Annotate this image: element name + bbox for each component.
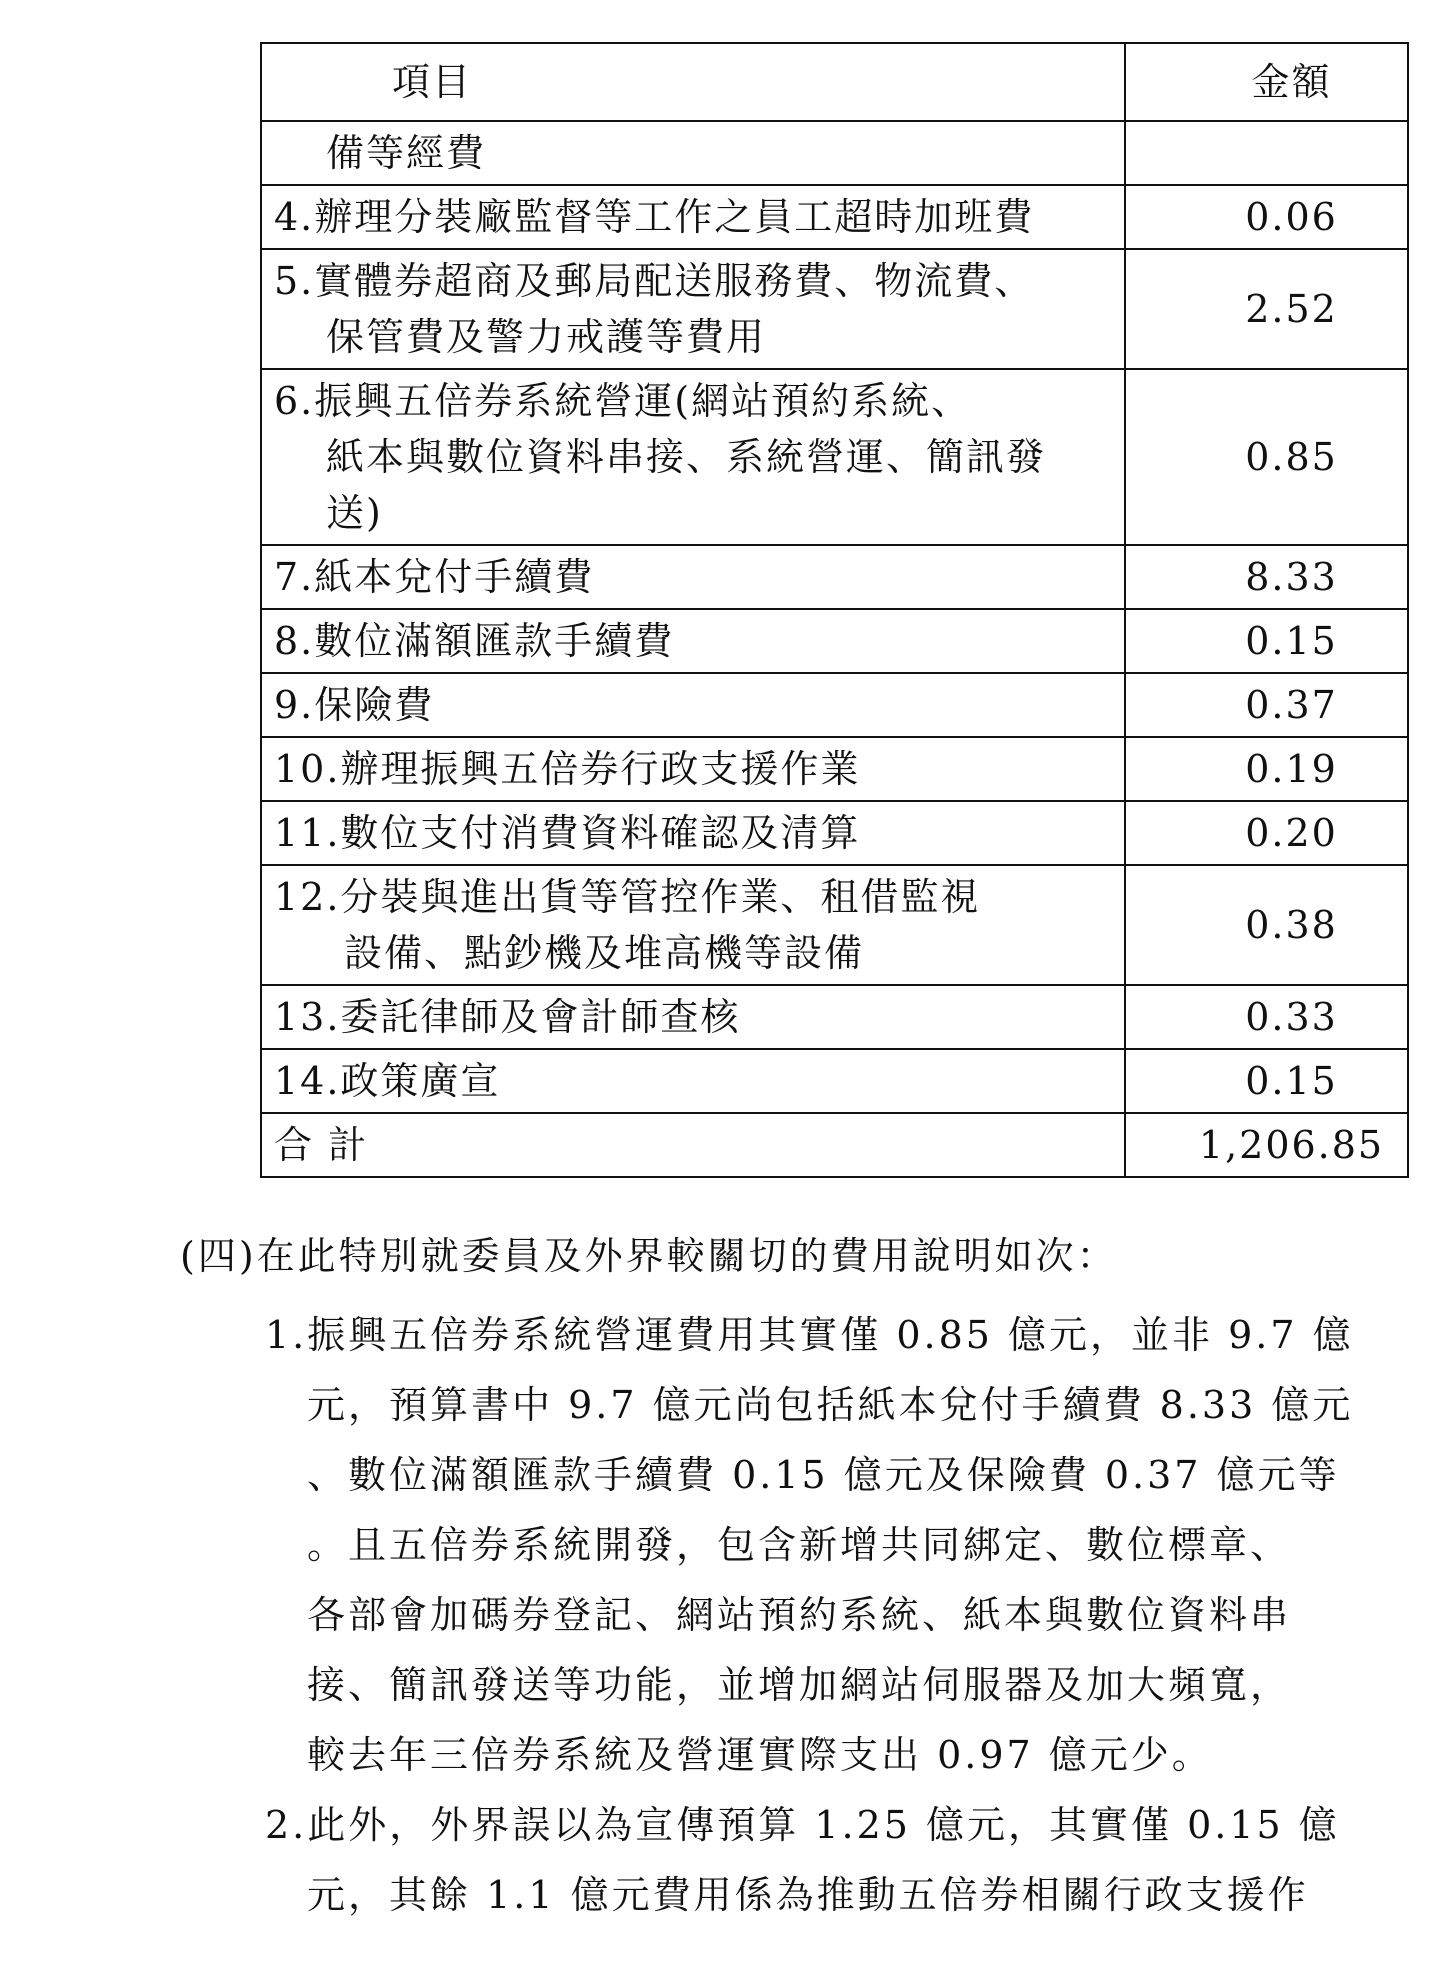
- amount-cell: 0.38: [1125, 865, 1408, 985]
- paragraph-line: 較去年三倍券系統及營運實際支出 0.97 億元少。: [307, 1733, 1213, 1777]
- table-row: [261, 865, 1408, 985]
- table-row: [261, 737, 1408, 801]
- item-cell: [261, 1049, 1125, 1113]
- item-cell: [261, 1113, 1125, 1177]
- table-row: [261, 185, 1408, 249]
- amount-cell: 2.52: [1125, 249, 1408, 369]
- amount-cell: 0.15: [1125, 1049, 1408, 1113]
- table-row: [261, 1049, 1408, 1113]
- item-text-line: 7.紙本兌付手續費: [274, 555, 595, 599]
- table-header-row: [261, 43, 1408, 121]
- paragraph-line: 、數位滿額匯款手續費 0.15 億元及保險費 0.37 億元等: [307, 1453, 1340, 1497]
- item-cell: [261, 801, 1125, 865]
- item-text-line: 設備、點鈔機及堆高機等設備: [344, 931, 865, 975]
- amount-cell: 0.37: [1125, 673, 1408, 737]
- item-cell: [261, 673, 1125, 737]
- paragraph-line: 元，其餘 1.1 億元費用係為推動五倍券相關行政支援作: [307, 1873, 1309, 1917]
- amount-cell: 0.19: [1125, 737, 1408, 801]
- item-text-line: 紙本與數位資料串接、系統營運、簡訊發: [326, 435, 1047, 479]
- table-row: [261, 609, 1408, 673]
- amount-cell: 0.06: [1125, 185, 1408, 249]
- item-text-line: 11.數位支付消費資料確認及清算: [274, 811, 861, 855]
- paragraph-line: 各部會加碼券登記、網站預約系統、紙本與數位資料串: [307, 1593, 1292, 1637]
- table-row: [261, 369, 1408, 545]
- header-amount: 金額: [1125, 43, 1408, 121]
- item-cell: [261, 737, 1125, 801]
- table-row: [261, 249, 1408, 369]
- item-cell: [261, 985, 1125, 1049]
- paragraph-line: 1.振興五倍券系統營運費用其實僅 0.85 億元，並非 9.7 億: [265, 1313, 1354, 1357]
- header-item: 項目: [261, 43, 1125, 121]
- item-text-line: 6.振興五倍券系統營運(網站預約系統、: [274, 379, 972, 423]
- item-cell: [261, 185, 1125, 249]
- item-text-line: 4.辦理分裝廠監督等工作之員工超時加班費: [274, 195, 1035, 239]
- item-text-line: 9.保險費: [274, 683, 435, 727]
- item-cell: [261, 609, 1125, 673]
- item-text-line: 5.實體券超商及郵局配送服務費、物流費、: [274, 259, 1035, 303]
- budget-table: [260, 42, 1409, 1178]
- table-row: [261, 1113, 1408, 1177]
- amount-cell: 0.33: [1125, 985, 1408, 1049]
- paragraph-line: 。且五倍券系統開發，包含新增共同綁定、數位標章、: [307, 1523, 1292, 1567]
- amount-cell: 0.15: [1125, 609, 1408, 673]
- amount-cell: 1,206.85: [1125, 1113, 1408, 1177]
- paragraph-2: [265, 1790, 1415, 1930]
- table-row: [261, 673, 1408, 737]
- item-text-line: 12.分裝與進出貨等管控作業、租借監視: [274, 875, 981, 919]
- paragraph-line: 接、簡訊發送等功能，並增加網站伺服器及加大頻寬，: [307, 1663, 1292, 1707]
- item-text-line: 14.政策廣宣: [274, 1059, 501, 1103]
- table-row: [261, 545, 1408, 609]
- paragraph-1: [265, 1300, 1415, 1790]
- amount-cell: 0.85: [1125, 369, 1408, 545]
- paragraph-line: 2.此外，外界誤以為宣傳預算 1.25 億元，其實僅 0.15 億: [265, 1803, 1340, 1847]
- item-text-line: 8.數位滿額匯款手續費: [274, 619, 675, 663]
- item-text-line: 合 計: [274, 1123, 369, 1167]
- item-cell: [261, 545, 1125, 609]
- amount-cell: [1125, 121, 1408, 185]
- item-text-line: 送): [326, 491, 383, 535]
- item-cell: [261, 865, 1125, 985]
- item-cell: [261, 121, 1125, 185]
- section-heading: (四)在此特別就委員及外界較關切的費用說明如次：: [180, 1234, 1118, 1278]
- item-text-line: 備等經費: [326, 131, 487, 175]
- amount-cell: 0.20: [1125, 801, 1408, 865]
- item-text-line: 13.委託律師及會計師查核: [274, 995, 741, 1039]
- table-row: [261, 121, 1408, 185]
- item-cell: [261, 249, 1125, 369]
- paragraph-line: 元，預算書中 9.7 億元尚包括紙本兌付手續費 8.33 億元: [307, 1383, 1354, 1427]
- item-cell: [261, 369, 1125, 545]
- item-text-line: 10.辦理振興五倍券行政支援作業: [274, 747, 861, 791]
- table-row: [261, 801, 1408, 865]
- item-text-line: 保管費及警力戒護等費用: [326, 315, 767, 359]
- table-row: [261, 985, 1408, 1049]
- amount-cell: 8.33: [1125, 545, 1408, 609]
